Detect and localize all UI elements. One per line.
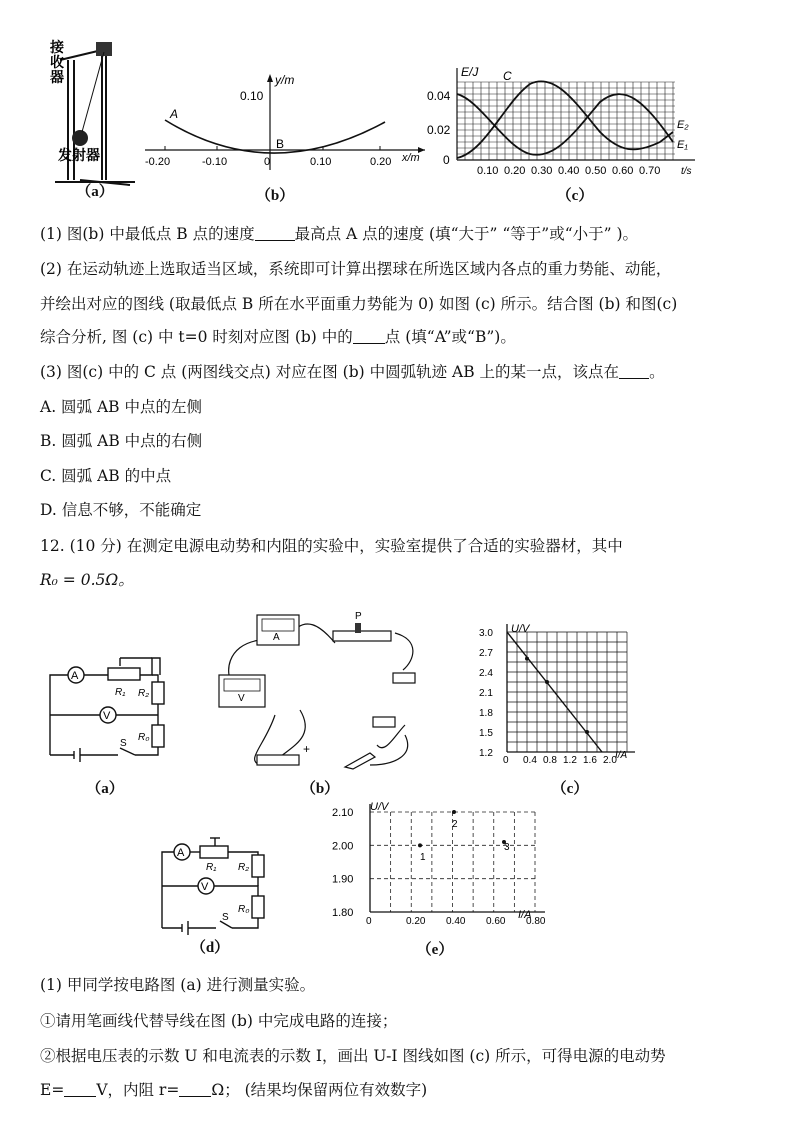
ui-xlabel: I/A [615,750,628,761]
caption-fig-b-top: （b） [255,188,295,204]
ui-ylabel: U/V [511,623,530,635]
energy-label-C: C [503,69,512,83]
answer-blank-3[interactable] [619,363,649,379]
e-ytick: 2.10 [332,807,354,819]
ui-ytick: 2.1 [479,688,493,699]
energy-label-E2: E₂ [677,119,689,131]
ui-data-point [545,680,549,684]
circuit-a-voltmeter: V [103,710,111,722]
answer-blank-emf[interactable] [64,1081,96,1097]
arc-ylabel: y/m [275,73,295,87]
apparatus-rheostat-P: P [355,611,362,622]
figure-apparatus-b [205,605,430,780]
circuit-d-R2: R₂ [238,862,250,873]
caption-ui-graph-c: （c） [551,781,589,797]
q12-part1: (1) 甲同学按电路图 (a) 进行测量实验。 [40,976,316,994]
receiver-label-3: 器 [50,71,64,86]
arc-xtick: 0.10 [310,156,332,168]
e-ytick: 2.00 [332,840,354,853]
circuit-a-R2: R₂ [138,688,150,699]
energy-xtick: 0.20 [504,165,526,177]
e-xtick: 0.60 [486,916,506,927]
e-xtick: 0.20 [406,916,426,927]
e-data-point [418,843,422,847]
circuit-d-voltmeter: V [201,881,209,893]
caption-fig-a-top: （a） [76,184,114,200]
arc-point-B: B [276,137,285,151]
apparatus-ammeter: A [273,632,280,643]
figure-arc-trajectory [140,70,430,180]
circuit-d-switch: S [222,912,229,923]
ui-xtick: 0.4 [523,755,537,766]
answer-blank-2[interactable] [353,328,385,344]
e-ytick: 1.90 [332,873,354,886]
e-xtick: 0.80 [526,916,546,927]
energy-ytick: 0 [443,153,450,167]
energy-label-E1: E₁ [677,139,688,151]
caption-fig-c-top: （c） [556,188,594,204]
q12-part1-answer: E= V，内阻 r= Ω； (结果均保留两位有效数字) [40,1081,428,1099]
energy-xtick: 0.70 [639,165,661,177]
option-A[interactable]: A. 圆弧 AB 中点的左侧 [40,398,202,416]
circuit-a-ammeter: A [71,670,79,682]
circuit-d-ammeter: A [177,847,185,859]
ui-ytick: 1.5 [479,728,493,739]
q11-part1: (1) 图(b) 中最低点 B 点的速度 最高点 A 点的速度 (填“大于” “等于”或“小于” )。 [40,225,639,243]
energy-xtick: 0.30 [531,165,553,177]
e-ytick: 1.80 [332,907,354,919]
energy-xlabel: t/s [681,166,692,177]
circuit-d-R0: R₀ [238,904,250,915]
answer-blank-resistance[interactable] [179,1081,211,1097]
ui-xtick: 0 [503,755,509,766]
q11-part3: (3) 图(c) 中的 C 点 (两图线交点) 对应在图 (b) 中圆弧轨迹 AB 上的某一点，该点在 。 [40,363,665,381]
emitter-label: 发射器 [58,149,100,164]
e-ylabel: U/V [370,801,389,813]
ui-xtick: 1.6 [583,755,597,766]
ui-xtick: 0.8 [543,755,557,766]
arc-xtick: 0 [264,156,271,168]
q12-line1: 12. (10 分) 在测定电源电动势和内阻的实验中，实验室提供了合适的实验器材，其中 [40,537,623,555]
receiver-label-1: 接 [50,41,64,56]
e-point-2-label: 2 [452,819,458,830]
caption-ui-graph-e: （e） [416,942,454,958]
figure-ui-graph-e [330,800,550,935]
figure-energy-time [425,62,705,182]
apparatus-voltmeter: V [238,693,245,704]
energy-ylabel: E/J [461,65,479,79]
figure-circuit-a [40,640,180,770]
ui-ytick: 3.0 [479,628,493,639]
q11-part2-line1: (2) 在运动轨迹上选取适当区域，系统即可计算出摆球在所选区域内各点的重力势能、动能， [40,260,672,278]
e-data-point [452,810,456,814]
caption-circuit-a: （a） [86,781,124,797]
option-D[interactable]: D. 信息不够，不能确定 [40,501,202,519]
ui-xtick: 1.2 [563,755,577,766]
energy-ytick: 0.04 [427,89,451,103]
energy-xtick: 0.50 [585,165,607,177]
arc-xlabel: x/m [402,152,420,164]
q12-part1-sub2: ②根据电压表的示数 U 和电流表的示数 I，画出 U-I 图线如图 (c) 所示，可得电源的电动势 [40,1047,666,1065]
circuit-a-R1: R₁ [115,687,126,698]
ui-data-point [585,730,589,734]
ui-data-point [525,657,529,661]
circuit-a-R0: R₀ [138,732,150,743]
e-xlabel: I/A [518,909,532,921]
figure-pendulum-apparatus [40,30,150,200]
energy-ytick: 0.02 [427,123,451,137]
answer-blank-1[interactable] [255,225,295,241]
ui-ytick: 2.4 [479,668,493,679]
arc-ytick: 0.10 [240,89,264,103]
figure-circuit-d [150,830,280,940]
apparatus-plus: + [303,742,311,756]
arc-point-A: A [170,107,179,121]
ui-xtick: 2.0 [603,755,617,766]
caption-apparatus-b: （b） [300,781,340,797]
q12-line2: R₀ = 0.5Ω。 [40,571,134,589]
q11-part2-line3: 综合分析, 图 (c) 中 t=0 时刻对应图 (b) 中的 点 (填“A”或“B”)。 [40,328,516,346]
energy-xtick: 0.40 [558,165,580,177]
e-xtick: 0.40 [446,916,466,927]
e-point-3-label: 3 [504,842,510,853]
ui-ytick: 1.8 [479,708,493,719]
e-point-1-label: 1 [420,852,426,863]
circuit-a-switch: S [120,738,127,749]
caption-circuit-d: （d） [190,940,230,956]
arc-xtick: -0.20 [145,156,171,168]
e-xtick: 0 [366,916,372,927]
energy-xtick: 0.60 [612,165,634,177]
ui-ytick: 2.7 [479,648,493,659]
q11-part2-line2: 并绘出对应的图线 (取最低点 B 所在水平面重力势能为 0) 如图 (c) 所示。结合图 (b) 和图(c) [40,295,678,313]
arc-xtick: -0.10 [202,156,228,168]
receiver-label-2: 收 [50,56,64,71]
option-C[interactable]: C. 圆弧 AB 的中点 [40,467,172,485]
arc-xtick: 0.20 [370,156,392,168]
option-B[interactable]: B. 圆弧 AB 中点的右侧 [40,432,203,450]
energy-xtick: 0.10 [477,165,499,177]
figure-ui-graph-c [475,620,635,770]
ui-ytick: 1.2 [479,748,493,759]
q12-part1-sub1: ①请用笔画线代替导线在图 (b) 中完成电路的连接； [40,1012,398,1030]
circuit-d-R1: R₁ [206,862,217,873]
